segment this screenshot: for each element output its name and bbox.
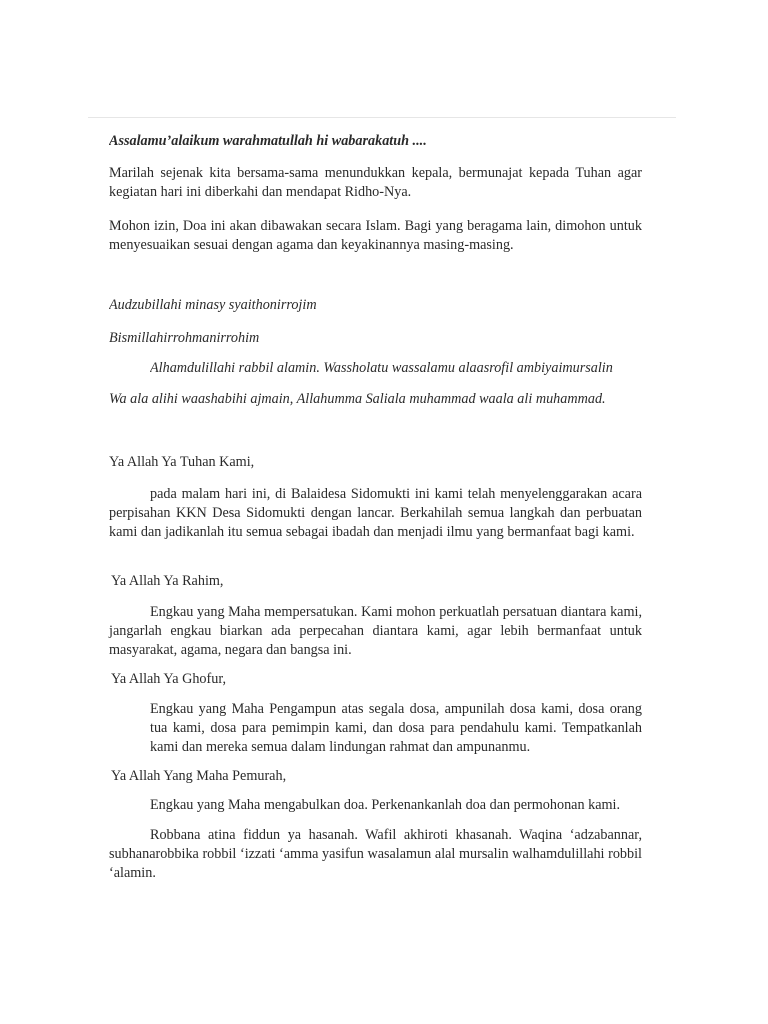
taawudz: Audzubillahi minasy syaithonirrojim bbox=[109, 297, 317, 313]
heading-rahim: Ya Allah Ya Rahim, bbox=[111, 573, 224, 589]
closing-prayer: Robbana atina fiddun ya hasanah. Wafil akhiroti khasanah. Waqina ‘adzabannar, subhanarobbika robbil ‘izzati ‘amma yasifun wasalamun alal mursalin walhamdulillahi robbil ‘alamin. bbox=[109, 827, 642, 881]
paragraph-ghofur: Engkau yang Maha Pengampun atas segala dosa, ampunilah dosa kami, dosa orang tua kami, dosa para pemimpin kami, dan dosa para pendahulu kami. Tempatkanlah kami dan mereka semua dalam lindungan rahmat dan ampunanmu. bbox=[150, 701, 642, 755]
paragraph-tuhan-kami: pada malam hari ini, di Balaidesa Sidomukti ini kami telah menyelenggarakan acara perpisahan KKN Desa Sidomukti dengan lancar. Berkahilah semua langkah dan perbuatan kami dan jadikanlah itu semua sebagai ibadah dan menjadi ilmu yang bermanfaat bagi kami. bbox=[109, 486, 642, 540]
heading-tuhan-kami: Ya Allah Ya Tuhan Kami, bbox=[109, 454, 255, 470]
hamdalah: Alhamdulillahi rabbil alamin. Wassholatu wassalamu alaasrofil ambiyaimursalin bbox=[150, 360, 613, 376]
basmalah: Bismillahirrohmanirrohim bbox=[109, 330, 260, 346]
heading-ghofur: Ya Allah Ya Ghofur, bbox=[111, 671, 227, 687]
greeting: Assalamu’alaikum warahmatullah hi wabarakatuh .... bbox=[109, 133, 427, 149]
top-divider bbox=[88, 117, 676, 118]
shalawat: Wa ala alihi waashabihi ajmain, Allahumma Saliala muhammad waala ali muhammad. bbox=[109, 391, 606, 407]
intro-paragraph-1: Marilah sejenak kita bersama-sama menundukkan kepala, bermunajat kepada Tuhan agar kegiatan hari ini diberkahi dan mendapat Ridho-Nya. bbox=[109, 165, 642, 200]
intro-paragraph-2: Mohon izin, Doa ini akan dibawakan secara Islam. Bagi yang beragama lain, dimohon untuk menyesuaikan sesuai dengan agama dan keyakinannya masing-masing. bbox=[109, 218, 642, 253]
paragraph-pemurah: Engkau yang Maha mengabulkan doa. Perkenankanlah doa dan permohonan kami. bbox=[150, 797, 621, 813]
paragraph-rahim: Engkau yang Maha mempersatukan. Kami mohon perkuatlah persatuan diantara kami, jangarlah engkau biarkan ada perpecahan diantara kami, agar lebih bermanfaat untuk masyarakat, agama, negara dan bangsa ini. bbox=[109, 604, 642, 658]
heading-pemurah: Ya Allah Yang Maha Pemurah, bbox=[111, 768, 287, 784]
